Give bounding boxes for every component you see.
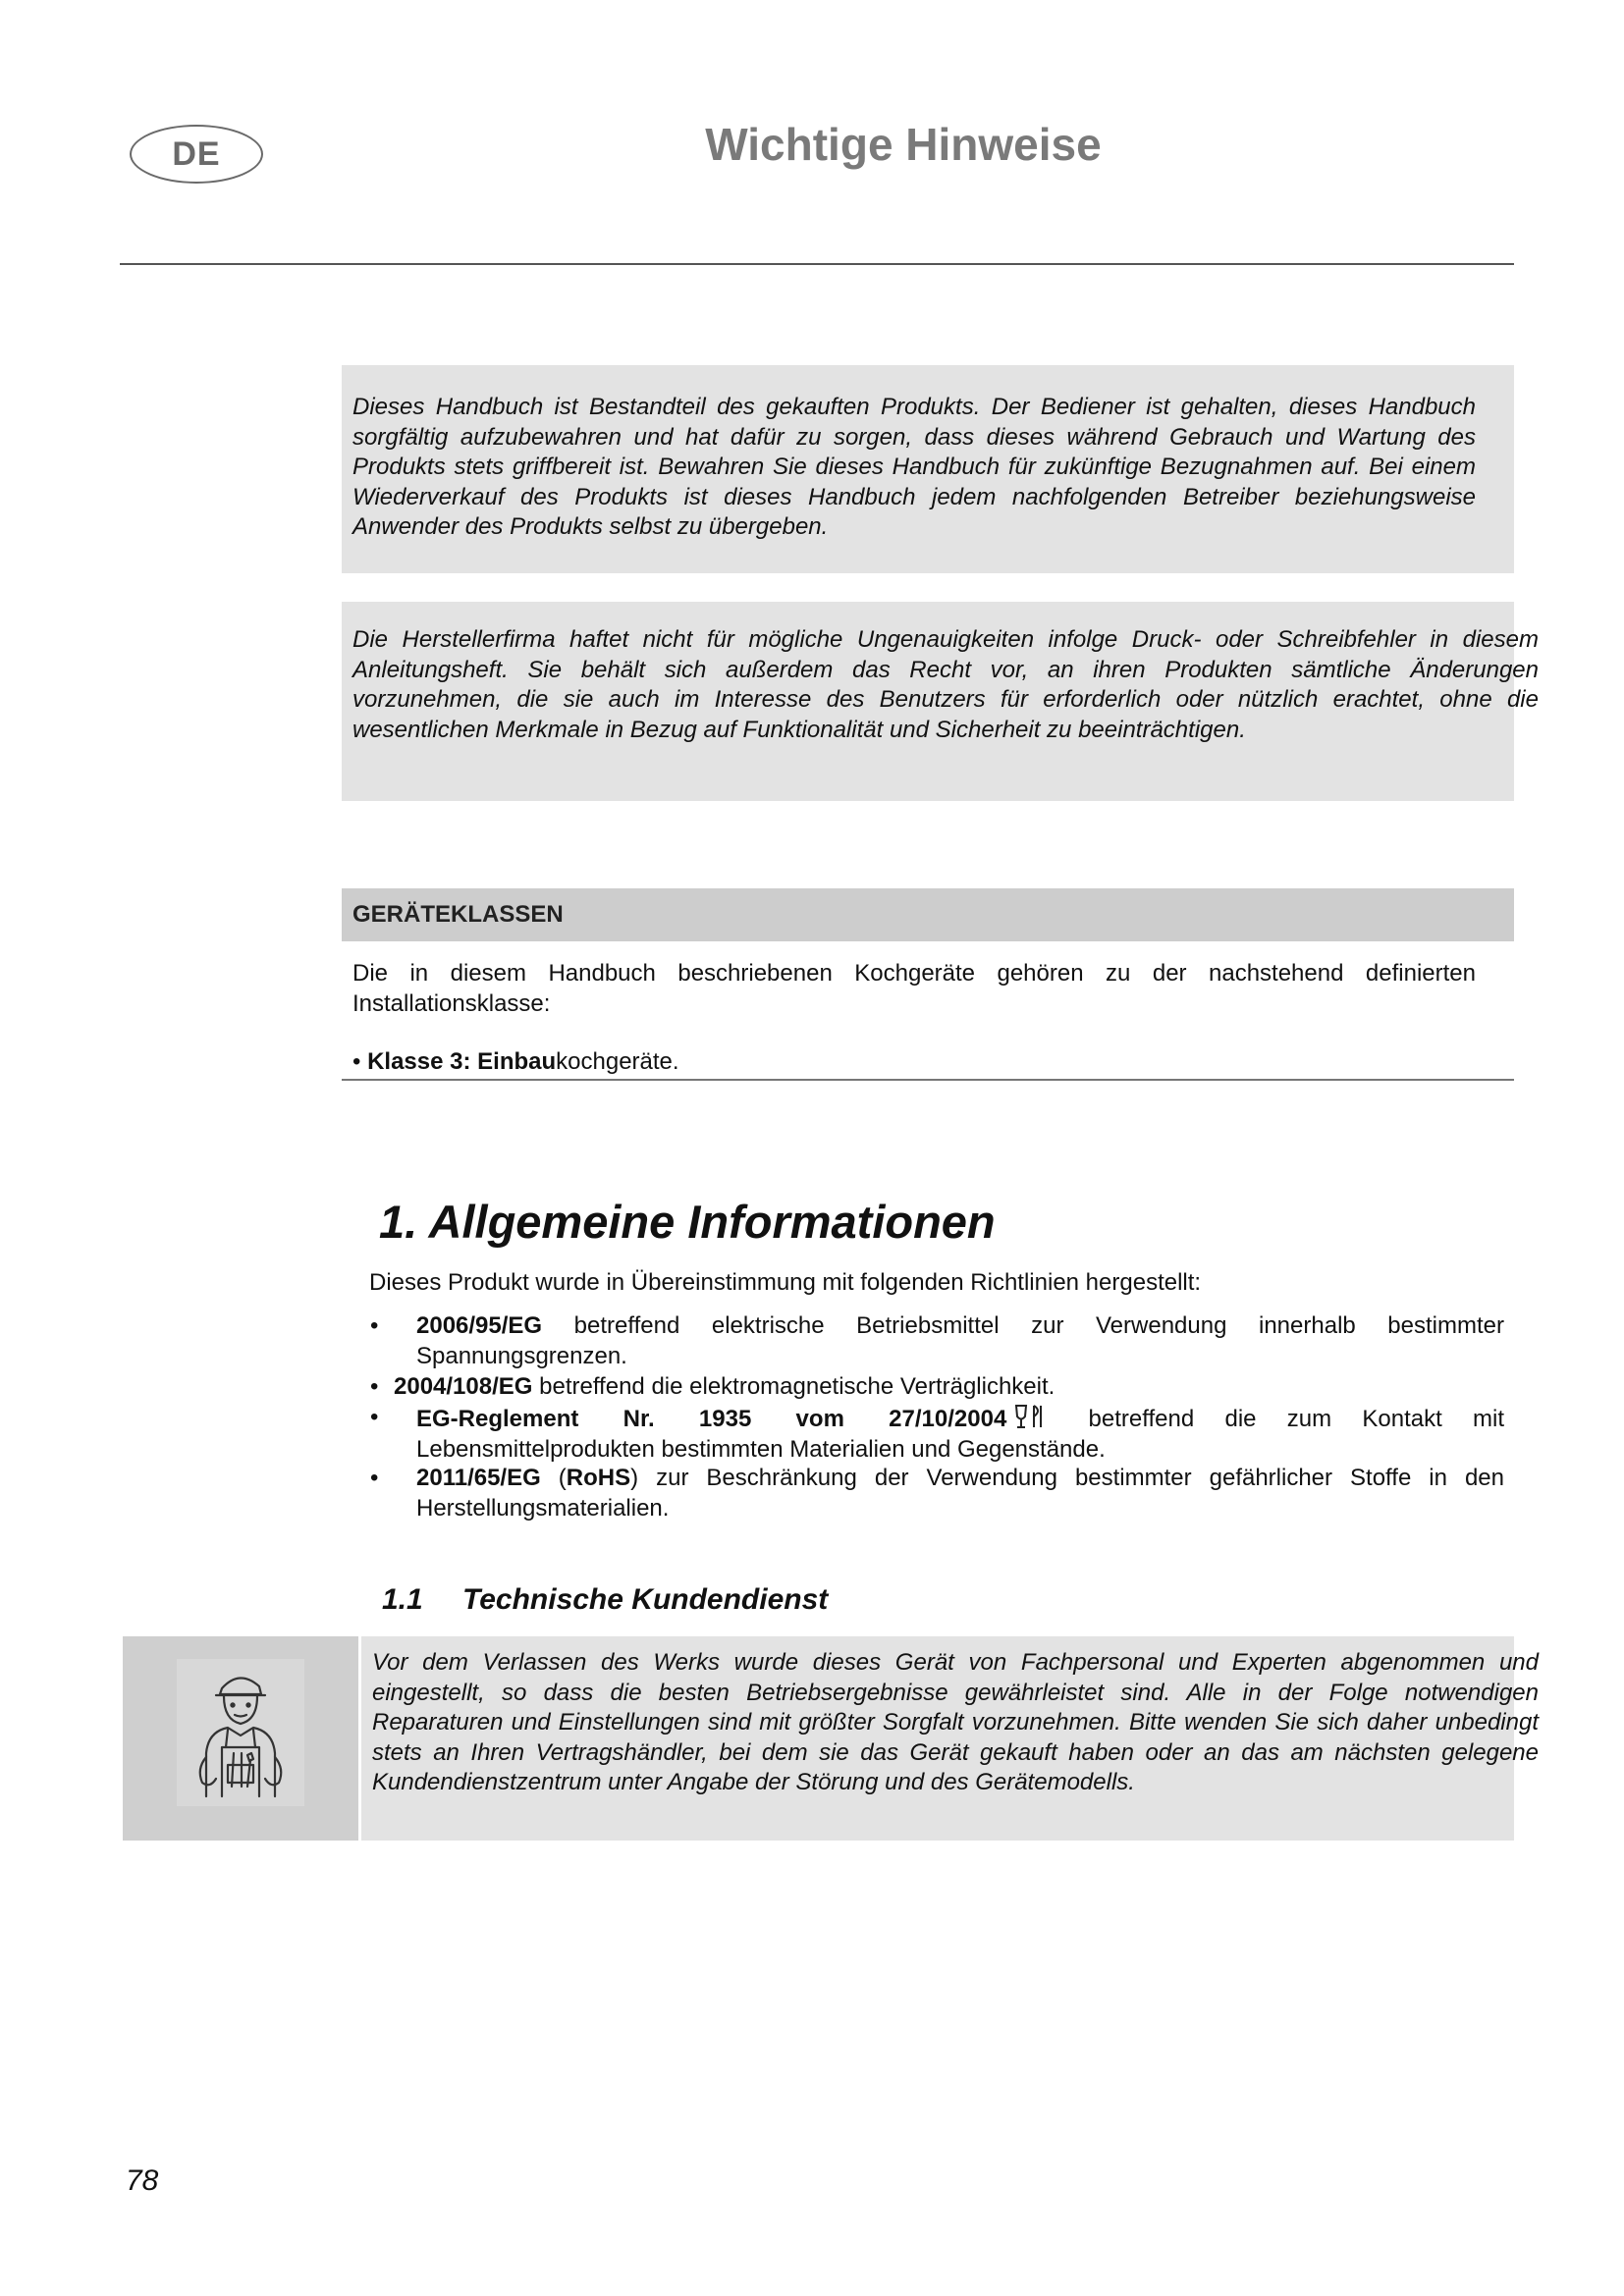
- directive-text: [394, 1372, 1482, 1403]
- page-number: 78: [126, 2164, 159, 2197]
- directive-text: [416, 1464, 1504, 1523]
- section-title: 1. Allgemeine Informationen: [379, 1196, 996, 1248]
- subsection-title: [382, 1583, 828, 1617]
- bullet: •: [370, 1404, 379, 1430]
- technician-icon: [177, 1659, 304, 1811]
- directive-description: betreffend die elektromagnetische Verträglichkeit.: [532, 1373, 1056, 1400]
- classes-heading-bar: [342, 888, 1514, 941]
- bullet: •: [370, 1373, 379, 1400]
- classes-heading: GERÄTEKLASSEN: [352, 901, 564, 928]
- liability-notice-box: [342, 602, 1539, 801]
- class-item-bold: Klasse 3: Einbau: [367, 1048, 557, 1075]
- classes-intro: Die in diesem Handbuch beschriebenen Kochgeräte gehören zu der nachstehend definierten Installationsklasse:: [352, 960, 1476, 1017]
- directive-paren: (: [540, 1465, 567, 1491]
- class-item-rest: kochgeräte.: [556, 1048, 679, 1075]
- liability-notice-text: Die Herstellerfirma haftet nicht für mögliche Ungenauigkeiten infolge Druck- oder Schreibfehler in diesem Anleitungsheft. Sie behält sich außerdem das Recht vor, an ihren Produkten sämtliche Änderungen vorzunehmen, die sie auch im Interesse des Benutzers für erforderlich oder nützlich erachtet, ohne die wesentlichen Merkmale in Bezug auf Funktionalität und Sicherheit zu beeinträchtigen.: [352, 626, 1539, 743]
- subsection-number: 1.1: [382, 1583, 423, 1616]
- bullet: •: [370, 1312, 379, 1339]
- manual-notice-box: [342, 365, 1514, 573]
- directive-description: betreffend die zum Kontakt mit Lebensmittelprodukten bestimmten Materialien und Gegenstände.: [416, 1406, 1505, 1463]
- food-contact-icon: [1012, 1403, 1052, 1430]
- bullet: •: [352, 1048, 361, 1075]
- section-intro: Dieses Produkt wurde in Übereinstimmung mit folgenden Richtlinien hergestellt:: [369, 1269, 1202, 1296]
- language-badge: DE: [130, 125, 263, 184]
- directive-code: 2004/108/EG: [394, 1373, 533, 1400]
- page-title: Wichtige Hinweise: [705, 119, 1102, 170]
- directive-code: 2011/65/EG: [416, 1465, 541, 1491]
- directive-text: [416, 1311, 1504, 1371]
- bullet: •: [370, 1465, 379, 1491]
- directive-code: EG-Reglement Nr. 1935 vom 27/10/2004: [416, 1406, 1007, 1432]
- directive-description: betreffend elektrische Betriebsmittel zur Verwendung innerhalb bestimmter Spannungsgrenzen.: [416, 1312, 1504, 1369]
- subsection-heading: Technische Kundendienst: [462, 1583, 829, 1616]
- class-list-item: [352, 1047, 679, 1077]
- directive-text: [416, 1403, 1504, 1465]
- service-notice-box: [361, 1636, 1539, 1841]
- service-notice-text: Vor dem Verlassen des Werks wurde dieses Gerät von Fachpersonal und Experten abgenommen und eingestellt, so dass die besten Betriebsergebnisse gewährleistet sind. Alle in der Folge notwendigen Reparaturen und Einstellungen sind mit größter Sorgfalt vorzunehmen. Bitte wenden Sie sich daher unbedingt stets an Ihren Vertragshändler, bei dem sie das Gerät gekauft haben oder an das am nächsten gelegene Kundendienstzentrum unter Angabe der Störung und des Gerätemodells.: [372, 1649, 1539, 1795]
- classes-divider: [342, 1079, 1514, 1081]
- directive-code-rohs: RoHS: [566, 1465, 631, 1491]
- directive-code: 2006/95/EG: [416, 1312, 543, 1339]
- manual-notice-text: Dieses Handbuch ist Bestandteil des gekauften Produkts. Der Bediener ist gehalten, dieses Handbuch sorgfältig aufzubewahren und hat dafür zu sorgen, dass dieses während Gebrauch und Wartung des Produkts stets griffbereit ist. Bewahren Sie dieses Handbuch für zukünftige Bezugnahmen auf. Bei einem Wiederverkauf des Produkts ist dieses Handbuch jedem nachfolgenden Betreiber beziehungsweise Anwender des Produkts selbst zu übergeben.: [352, 394, 1476, 540]
- header-divider: [120, 263, 1514, 265]
- directive-description: ) zur Beschränkung der Verwendung bestimmter gefährlicher Stoffe in den Herstellungsmaterialien.: [416, 1465, 1504, 1522]
